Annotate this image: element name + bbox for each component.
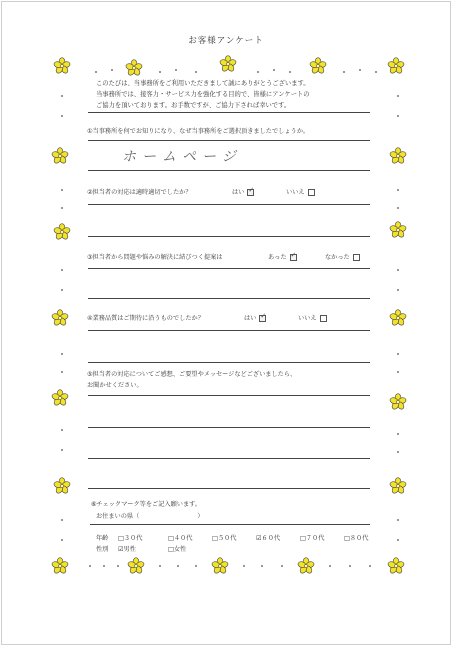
dot-decoration <box>159 565 161 567</box>
answer-line <box>88 330 370 331</box>
intro-text <box>96 78 386 111</box>
dot-decoration <box>397 539 399 541</box>
dot-decoration <box>397 353 399 355</box>
dot-decoration <box>195 71 197 73</box>
flower-icon <box>51 389 69 407</box>
dot-decoration <box>61 371 63 373</box>
residence-field[interactable] <box>96 511 204 520</box>
flower-icon <box>297 557 315 575</box>
dot-decoration <box>397 115 399 117</box>
dot-decoration <box>61 269 63 271</box>
dot-decoration <box>177 565 179 567</box>
age-option-70s[interactable]: □７０代 <box>300 535 325 542</box>
dot-decoration <box>397 371 399 373</box>
q3-yes-label: あった <box>268 254 287 261</box>
dot-decoration <box>95 71 97 73</box>
answer-line <box>88 427 370 428</box>
q2-no-checkbox[interactable] <box>308 189 315 196</box>
age-option-40s[interactable]: □４０代 <box>168 535 193 542</box>
q2-no-option[interactable] <box>286 187 315 196</box>
question-2: ②担当者の対応は適時適切でしたか？ <box>87 189 192 196</box>
dot-decoration <box>359 69 361 71</box>
question-4: ④業務品質はご期待に沿うものでしたか？ <box>87 315 204 322</box>
handwritten-answer: ホームページ <box>122 149 242 165</box>
flower-icon <box>53 477 71 495</box>
dot-decoration <box>397 289 399 291</box>
dot-decoration <box>397 189 399 191</box>
age-option-50s[interactable]: □５０代 <box>212 535 237 542</box>
dot-decoration <box>175 69 177 71</box>
flower-icon <box>219 55 237 73</box>
dot-decoration <box>261 565 263 567</box>
dot-decoration <box>273 69 275 71</box>
dot-decoration <box>397 269 399 271</box>
q4-no-label: いいえ <box>298 315 317 322</box>
flower-icon <box>389 309 407 327</box>
answer-line <box>88 395 370 396</box>
question-5-line2: お聞かせください。 <box>87 382 143 389</box>
dot-decoration <box>349 565 351 567</box>
answer-line <box>88 140 370 141</box>
dot-decoration <box>61 189 63 191</box>
flower-icon <box>51 147 69 165</box>
flower-icon <box>389 393 407 411</box>
q4-no-option[interactable] <box>298 313 327 322</box>
q3-no-option[interactable] <box>325 252 360 261</box>
residence-label: お住まいの県（ <box>96 513 140 520</box>
answer-line <box>88 204 370 205</box>
age-option-60s[interactable]: ☑６０代 <box>256 535 281 542</box>
age-option-30s[interactable]: □３０代 <box>118 535 143 542</box>
gender-option-male[interactable]: ☑男性 <box>118 546 136 553</box>
age-label: 年齢 <box>96 535 109 542</box>
divider <box>88 112 370 113</box>
gender-option-female[interactable]: □女性 <box>168 546 187 553</box>
dot-decoration <box>243 565 245 567</box>
answer-line <box>88 170 370 171</box>
flower-icon <box>389 477 407 495</box>
dot-decoration <box>195 565 197 567</box>
flower-icon <box>389 221 407 239</box>
q4-yes-label: はい <box>244 315 257 322</box>
dot-decoration <box>117 565 119 567</box>
intro-line: このたびは、当事務所をご利用いただきまして誠にありがとうございます。 <box>96 80 310 87</box>
flower-icon <box>387 557 405 575</box>
dot-decoration <box>61 207 63 209</box>
flower-icon <box>127 557 145 575</box>
dot-decoration <box>289 71 291 73</box>
dot-decoration <box>89 565 91 567</box>
dot-decoration <box>375 71 377 73</box>
dot-decoration <box>111 69 113 71</box>
dot-decoration <box>343 71 345 73</box>
dot-decoration <box>159 71 161 73</box>
gender-label: 性別 <box>96 546 109 553</box>
flower-icon <box>51 309 69 327</box>
flower-icon <box>53 223 71 241</box>
flower-icon <box>389 147 407 165</box>
dot-decoration <box>369 565 371 567</box>
q3-no-checkbox[interactable] <box>353 254 360 261</box>
q3-yes-checkbox[interactable] <box>290 254 297 261</box>
flower-icon <box>211 557 229 575</box>
dot-decoration <box>61 429 63 431</box>
flower-icon <box>309 57 327 75</box>
answer-line <box>88 458 370 459</box>
q2-no-label: いいえ <box>286 189 305 196</box>
dot-decoration <box>397 451 399 453</box>
residence-close: ） <box>197 513 204 520</box>
q4-yes-option[interactable] <box>244 313 266 322</box>
question-6: ⑥チェックマーク等をご記入願います。 <box>91 501 202 508</box>
dot-decoration <box>61 115 63 117</box>
dot-decoration <box>61 289 63 291</box>
intro-line: 当事務所では、接客力・サービス力を強化する目的で、皆様にアンケートの <box>96 91 310 98</box>
answer-line <box>90 524 370 525</box>
dot-decoration <box>397 433 399 435</box>
q2-yes-option[interactable] <box>232 187 254 196</box>
page-title: お客様アンケート <box>188 36 264 46</box>
dot-decoration <box>61 519 63 521</box>
flower-icon <box>53 57 71 75</box>
q3-no-label: なかった <box>325 254 350 261</box>
answer-line <box>88 236 370 237</box>
question-3: ③担当者から問題や悩みの解決に結びつく提案は <box>87 254 223 261</box>
age-option-80s[interactable]: □８０代 <box>344 535 369 542</box>
flower-icon <box>387 57 405 75</box>
flower-icon <box>51 557 69 575</box>
question-5-line1: ⑤担当者の対応についてご感想、ご要望やメッセージなどございましたら、 <box>87 371 297 378</box>
answer-line <box>88 488 370 489</box>
dot-decoration <box>397 519 399 521</box>
q2-yes-label: はい <box>232 189 245 196</box>
q4-no-checkbox[interactable] <box>320 315 327 322</box>
q2-yes-checkbox[interactable] <box>247 189 254 196</box>
dot-decoration <box>103 565 105 567</box>
answer-line <box>88 298 370 299</box>
dot-decoration <box>61 539 63 541</box>
question-1: ①当事務所を何でお知りになり、なぜ当事務所をご選択頂きましたでしょうか。 <box>87 128 310 135</box>
q4-yes-checkbox[interactable] <box>259 315 266 322</box>
q3-yes-option[interactable] <box>268 252 297 261</box>
dot-decoration <box>61 353 63 355</box>
dot-decoration <box>329 565 331 567</box>
dot-decoration <box>281 565 283 567</box>
flower-icon <box>125 59 143 77</box>
dot-decoration <box>61 449 63 451</box>
intro-line: ご協力を頂いております。お手数ですが、ご協力下されば幸いです。 <box>96 102 291 109</box>
dot-decoration <box>257 71 259 73</box>
dot-decoration <box>397 207 399 209</box>
dot-decoration <box>61 95 63 97</box>
answer-line <box>88 362 370 363</box>
answer-line <box>88 268 370 269</box>
dot-decoration <box>397 95 399 97</box>
